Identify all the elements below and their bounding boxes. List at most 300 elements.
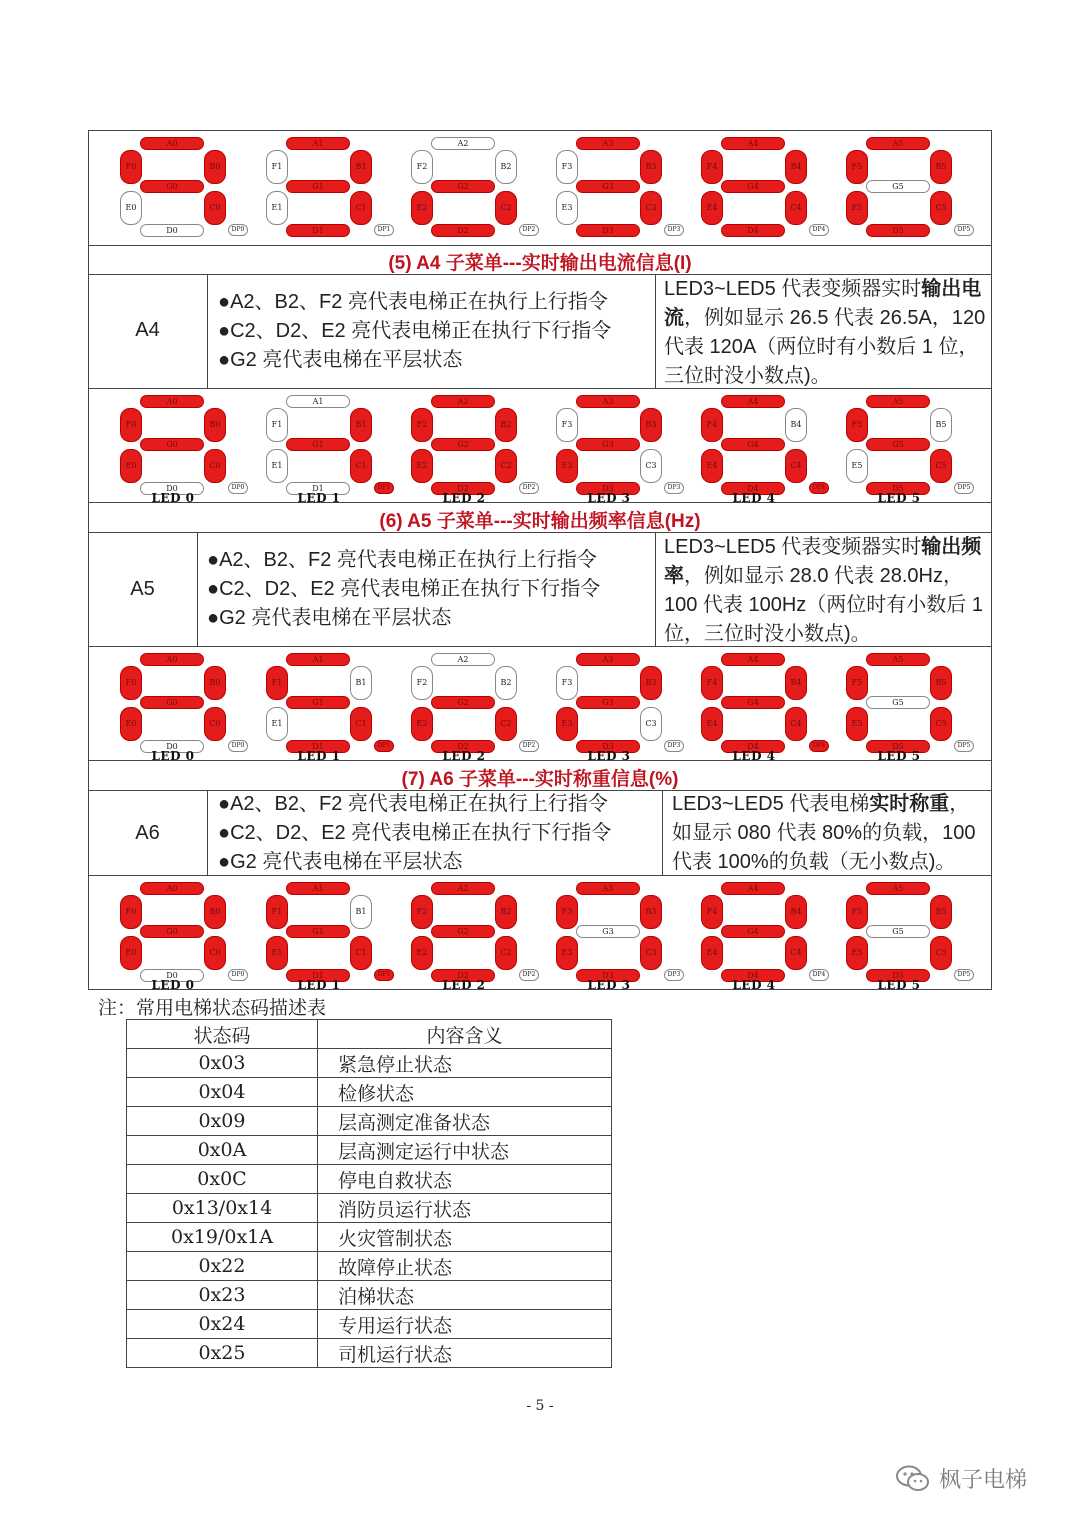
segment-c: C2	[495, 449, 517, 483]
status-meaning-cell: 消防员运行状态	[318, 1194, 612, 1223]
segment-g: G2	[431, 438, 495, 451]
led-display-panel	[90, 133, 990, 245]
segment-b: B2	[495, 150, 517, 184]
bullet-item: ●A2、B2、F2 亮代表电梯正在执行上行指令	[218, 793, 608, 815]
table-row	[127, 1281, 612, 1310]
segment-dp: DP5	[954, 740, 974, 752]
segment-g: G4	[721, 696, 785, 709]
segment-a: A3	[576, 395, 640, 408]
segment-a: A1	[286, 395, 350, 408]
segment-c: C0	[204, 449, 226, 483]
segment-g: G1	[286, 925, 350, 938]
seven-segment-digit	[554, 133, 681, 245]
status-meaning-cell: 层高测定准备状态	[318, 1107, 612, 1136]
page-number: - 5 -	[526, 1398, 554, 1414]
segment-f: F1	[266, 150, 288, 184]
seven-segment-digit	[118, 391, 245, 505]
segment-e: E1	[266, 707, 288, 741]
segment-c: C1	[350, 707, 372, 741]
status-code-cell: 0x03	[127, 1049, 318, 1078]
led-display-panel	[90, 391, 990, 503]
segment-e: E1	[266, 191, 288, 225]
bullet-item: ●A2、B2、F2 亮代表电梯正在执行上行指令	[207, 549, 597, 571]
segment-dp: DP5	[954, 224, 974, 236]
segment-c: C0	[204, 707, 226, 741]
status-code-table	[126, 1019, 612, 1368]
segment-c: C1	[350, 191, 372, 225]
seven-segment-digit	[409, 133, 536, 245]
segment-d: D4	[721, 740, 785, 753]
segment-e: E5	[846, 449, 868, 483]
description-a6: LED3~LED5 代表电梯实时称重，如显示 080 代表 80%的负载，100 代表 100%的负载（无小数点)。	[672, 793, 976, 873]
segment-dp: DP2	[519, 482, 539, 494]
led-label: LED 5	[877, 749, 921, 763]
status-code-cell: 0x09	[127, 1107, 318, 1136]
led-label: LED 2	[442, 491, 486, 505]
segment-f: F0	[120, 150, 142, 184]
table-row	[127, 1136, 612, 1165]
segment-a: A2	[431, 137, 495, 150]
segment-g: G5	[866, 925, 930, 938]
seven-segment-digit	[844, 649, 971, 763]
seven-segment-digit	[844, 391, 971, 505]
segment-d: D0	[140, 740, 204, 753]
segment-f: F2	[411, 150, 433, 184]
status-code-cell: 0x25	[127, 1339, 318, 1368]
segment-b: B2	[495, 408, 517, 442]
segment-b: B0	[204, 666, 226, 700]
segment-e: E4	[701, 707, 723, 741]
segment-f: F2	[411, 895, 433, 929]
segment-e: E5	[846, 191, 868, 225]
description-a5: LED3~LED5 代表变频器实时输出频率，例如显示 28.0 代表 28.0Hz，100 代表 100Hz（两位时有小数后 1 位，三位时没小数点)。	[664, 536, 983, 645]
seven-segment-digit	[554, 391, 681, 505]
status-meaning-cell: 层高测定运行中状态	[318, 1136, 612, 1165]
segment-d: D5	[866, 740, 930, 753]
bullet-item: ●C2、D2、E2 亮代表电梯正在执行下行指令	[218, 320, 612, 342]
segment-dp: DP1	[374, 224, 394, 236]
status-meaning-cell: 停电自救状态	[318, 1165, 612, 1194]
segment-b: B4	[785, 666, 807, 700]
segment-dp: DP2	[519, 224, 539, 236]
segment-c: C1	[350, 936, 372, 970]
segment-d: D1	[286, 224, 350, 237]
menu-code-a4: A4	[135, 319, 160, 341]
segment-a: A0	[140, 882, 204, 895]
segment-e: E2	[411, 936, 433, 970]
segment-c: C4	[785, 707, 807, 741]
segment-a: A2	[431, 882, 495, 895]
bullet-list-a4	[218, 288, 611, 375]
seven-segment-digit	[844, 878, 971, 992]
segment-d: D0	[140, 969, 204, 982]
segment-g: G0	[140, 438, 204, 451]
segment-d: D3	[576, 740, 640, 753]
segment-e: E2	[411, 449, 433, 483]
segment-c: C3	[640, 449, 662, 483]
segment-g: G2	[431, 925, 495, 938]
segment-a: A4	[721, 653, 785, 666]
seven-segment-digit	[409, 878, 536, 992]
seven-segment-digit	[699, 391, 826, 505]
seven-segment-digit	[264, 649, 391, 763]
segment-b: B5	[930, 666, 952, 700]
row-divider	[88, 245, 992, 246]
segment-dp: DP3	[664, 224, 684, 236]
segment-b: B3	[640, 895, 662, 929]
seven-segment-digit	[409, 391, 536, 505]
segment-d: D2	[431, 482, 495, 495]
status-code-cell: 0x23	[127, 1281, 318, 1310]
bullet-item: ●G2 亮代表电梯在平层状态	[218, 851, 463, 873]
segment-c: C0	[204, 936, 226, 970]
segment-e: E1	[266, 936, 288, 970]
segment-a: A5	[866, 882, 930, 895]
segment-g: G3	[576, 925, 640, 938]
status-meaning-cell: 泊梯状态	[318, 1281, 612, 1310]
segment-d: D2	[431, 969, 495, 982]
segment-f: F3	[556, 666, 578, 700]
segment-g: G5	[866, 438, 930, 451]
segment-e: E5	[846, 707, 868, 741]
segment-e: E0	[120, 936, 142, 970]
segment-g: G4	[721, 180, 785, 193]
segment-a: A5	[866, 137, 930, 150]
wechat-icon	[895, 1464, 931, 1494]
segment-a: A0	[140, 653, 204, 666]
status-meaning-cell: 检修状态	[318, 1078, 612, 1107]
led-label: LED 0	[151, 749, 195, 763]
segment-a: A3	[576, 882, 640, 895]
led-display-panel	[90, 649, 990, 761]
segment-d: D2	[431, 740, 495, 753]
segment-f: F4	[701, 150, 723, 184]
seven-segment-digit	[699, 649, 826, 763]
segment-g: G1	[286, 696, 350, 709]
table-row	[127, 1107, 612, 1136]
led-label: LED 3	[587, 978, 631, 992]
led-label: LED 5	[877, 978, 921, 992]
segment-c: C4	[785, 191, 807, 225]
segment-f: F1	[266, 895, 288, 929]
segment-dp: DP5	[954, 482, 974, 494]
segment-dp: DP0	[228, 969, 248, 981]
led-label: LED 4	[732, 491, 776, 505]
segment-d: D4	[721, 482, 785, 495]
led-display-panel	[90, 878, 990, 990]
segment-d: D4	[721, 969, 785, 982]
segment-f: F3	[556, 150, 578, 184]
segment-d: D3	[576, 482, 640, 495]
led-label: LED 2	[442, 749, 486, 763]
table-note: 注：常用电梯状态码描述表	[98, 997, 327, 1019]
segment-c: C1	[350, 449, 372, 483]
led-label: LED 4	[732, 978, 776, 992]
status-code-cell: 0x24	[127, 1310, 318, 1339]
led-label: LED 3	[587, 491, 631, 505]
bullet-item: ●A2、B2、F2 亮代表电梯正在执行上行指令	[218, 291, 608, 313]
section-title-a5: (6) A5 子菜单---实时输出频率信息(Hz)	[379, 511, 701, 532]
bullet-item: ●G2 亮代表电梯在平层状态	[218, 349, 463, 371]
segment-a: A1	[286, 137, 350, 150]
segment-e: E3	[556, 707, 578, 741]
seven-segment-digit	[264, 133, 391, 245]
segment-d: D2	[431, 224, 495, 237]
col-divider	[207, 790, 208, 875]
segment-f: F5	[846, 408, 868, 442]
segment-c: C4	[785, 936, 807, 970]
segment-e: E0	[120, 707, 142, 741]
status-meaning-cell: 司机运行状态	[318, 1339, 612, 1368]
segment-a: A3	[576, 653, 640, 666]
segment-c: C5	[930, 449, 952, 483]
segment-f: F4	[701, 408, 723, 442]
led-label: LED 1	[297, 978, 341, 992]
segment-dp: DP4	[809, 224, 829, 236]
segment-b: B1	[350, 408, 372, 442]
segment-c: C3	[640, 191, 662, 225]
column-header: 内容含义	[318, 1020, 612, 1049]
segment-g: G5	[866, 696, 930, 709]
led-label: LED 1	[297, 749, 341, 763]
status-meaning-cell: 紧急停止状态	[318, 1049, 612, 1078]
segment-c: C2	[495, 936, 517, 970]
segment-b: B4	[785, 408, 807, 442]
segment-dp: DP3	[664, 740, 684, 752]
segment-dp: DP4	[809, 740, 829, 752]
seven-segment-digit	[118, 649, 245, 763]
table-row	[127, 1078, 612, 1107]
section-title-a4: (5) A4 子菜单---实时输出电流信息(I)	[388, 253, 692, 274]
segment-f: F0	[120, 666, 142, 700]
led-label: LED 0	[151, 978, 195, 992]
segment-b: B5	[930, 408, 952, 442]
segment-e: E3	[556, 449, 578, 483]
segment-g: G3	[576, 696, 640, 709]
segment-dp: DP5	[954, 969, 974, 981]
led-label: LED 0	[151, 491, 195, 505]
segment-e: E2	[411, 707, 433, 741]
segment-e: E2	[411, 191, 433, 225]
segment-d: D3	[576, 969, 640, 982]
seven-segment-digit	[844, 133, 971, 245]
segment-b: B4	[785, 895, 807, 929]
segment-b: B3	[640, 408, 662, 442]
segment-dp: DP1	[374, 482, 394, 494]
segment-d: D5	[866, 224, 930, 237]
segment-a: A0	[140, 395, 204, 408]
segment-b: B3	[640, 666, 662, 700]
table-row	[127, 1310, 612, 1339]
segment-g: G5	[866, 180, 930, 193]
segment-dp: DP1	[374, 969, 394, 981]
segment-f: F5	[846, 895, 868, 929]
segment-f: F2	[411, 408, 433, 442]
col-divider	[207, 274, 208, 388]
col-divider	[655, 532, 656, 646]
segment-a: A3	[576, 137, 640, 150]
segment-e: E3	[556, 936, 578, 970]
col-divider	[662, 790, 663, 875]
segment-e: E0	[120, 191, 142, 225]
segment-c: C5	[930, 191, 952, 225]
segment-a: A1	[286, 882, 350, 895]
segment-g: G3	[576, 180, 640, 193]
status-code-cell: 0x19/0x1A	[127, 1223, 318, 1252]
segment-f: F1	[266, 666, 288, 700]
segment-a: A2	[431, 395, 495, 408]
segment-b: B2	[495, 666, 517, 700]
segment-g: G0	[140, 180, 204, 193]
menu-code-a5: A5	[130, 578, 155, 600]
table-row	[127, 1252, 612, 1281]
seven-segment-digit	[699, 133, 826, 245]
watermark-text: 枫子电梯	[939, 1468, 1028, 1493]
segment-f: F0	[120, 895, 142, 929]
segment-c: C2	[495, 707, 517, 741]
seven-segment-digit	[554, 878, 681, 992]
segment-a: A2	[431, 653, 495, 666]
col-divider	[655, 274, 656, 388]
watermark	[895, 1463, 1027, 1494]
segment-g: G4	[721, 438, 785, 451]
segment-a: A4	[721, 395, 785, 408]
seven-segment-digit	[264, 878, 391, 992]
status-meaning-cell: 火灾管制状态	[318, 1223, 612, 1252]
segment-a: A4	[721, 882, 785, 895]
status-code-cell: 0x0A	[127, 1136, 318, 1165]
segment-g: G1	[286, 180, 350, 193]
segment-g: G0	[140, 696, 204, 709]
seven-segment-digit	[409, 649, 536, 763]
segment-c: C3	[640, 936, 662, 970]
segment-dp: DP0	[228, 740, 248, 752]
segment-d: D5	[866, 969, 930, 982]
bullet-item: ●C2、D2、E2 亮代表电梯正在执行下行指令	[218, 822, 612, 844]
led-label: LED 5	[877, 491, 921, 505]
segment-g: G4	[721, 925, 785, 938]
segment-f: F3	[556, 408, 578, 442]
segment-c: C3	[640, 707, 662, 741]
segment-b: B3	[640, 150, 662, 184]
segment-a: A1	[286, 653, 350, 666]
segment-b: B0	[204, 408, 226, 442]
description-a4: LED3~LED5 代表变频器实时输出电流，例如显示 26.5 代表 26.5A，120 代表 120A（两位时有小数后 1 位，三位时没小数点)。	[664, 278, 986, 387]
segment-dp: DP0	[228, 482, 248, 494]
segment-g: G2	[431, 696, 495, 709]
bullet-list-a5	[207, 546, 600, 633]
bullet-list-a6	[218, 790, 611, 877]
segment-a: A5	[866, 653, 930, 666]
status-code-cell: 0x0C	[127, 1165, 318, 1194]
seven-segment-digit	[264, 391, 391, 505]
segment-dp: DP3	[664, 969, 684, 981]
segment-d: D1	[286, 740, 350, 753]
segment-b: B0	[204, 150, 226, 184]
col-divider	[197, 532, 198, 646]
table-row	[127, 1339, 612, 1368]
table-row	[127, 1165, 612, 1194]
status-meaning-cell: 故障停止状态	[318, 1252, 612, 1281]
table-row	[127, 1194, 612, 1223]
segment-dp: DP2	[519, 740, 539, 752]
segment-b: B1	[350, 666, 372, 700]
table-row	[127, 1223, 612, 1252]
status-code-cell: 0x22	[127, 1252, 318, 1281]
segment-c: C0	[204, 191, 226, 225]
segment-d: D1	[286, 969, 350, 982]
segment-e: E4	[701, 449, 723, 483]
segment-dp: DP1	[374, 740, 394, 752]
seven-segment-digit	[554, 649, 681, 763]
segment-g: G0	[140, 925, 204, 938]
segment-e: E4	[701, 191, 723, 225]
section-title-a6: (7) A6 子菜单---实时称重信息(%)	[401, 769, 679, 790]
led-label: LED 3	[587, 749, 631, 763]
segment-g: G2	[431, 180, 495, 193]
segment-d: D3	[576, 224, 640, 237]
segment-f: F5	[846, 666, 868, 700]
segment-b: B0	[204, 895, 226, 929]
segment-dp: DP2	[519, 969, 539, 981]
segment-dp: DP0	[228, 224, 248, 236]
segment-f: F4	[701, 895, 723, 929]
led-label: LED 4	[732, 749, 776, 763]
segment-a: A5	[866, 395, 930, 408]
status-code-cell: 0x13/0x14	[127, 1194, 318, 1223]
bullet-item: ●G2 亮代表电梯在平层状态	[207, 607, 452, 629]
segment-dp: DP3	[664, 482, 684, 494]
seven-segment-digit	[699, 878, 826, 992]
segment-d: D5	[866, 482, 930, 495]
status-code-cell: 0x04	[127, 1078, 318, 1107]
bullet-item: ●C2、D2、E2 亮代表电梯正在执行下行指令	[207, 578, 601, 600]
led-label: LED 1	[297, 491, 341, 505]
segment-d: D0	[140, 224, 204, 237]
segment-f: F5	[846, 150, 868, 184]
segment-d: D4	[721, 224, 785, 237]
segment-g: G1	[286, 438, 350, 451]
segment-c: C5	[930, 936, 952, 970]
segment-b: B1	[350, 895, 372, 929]
segment-b: B5	[930, 895, 952, 929]
segment-e: E1	[266, 449, 288, 483]
segment-c: C2	[495, 191, 517, 225]
seven-segment-digit	[118, 878, 245, 992]
segment-dp: DP4	[809, 482, 829, 494]
segment-g: G3	[576, 438, 640, 451]
status-meaning-cell: 专用运行状态	[318, 1310, 612, 1339]
segment-f: F0	[120, 408, 142, 442]
segment-f: F2	[411, 666, 433, 700]
table-row	[127, 1049, 612, 1078]
menu-code-a6: A6	[135, 822, 160, 844]
segment-f: F4	[701, 666, 723, 700]
segment-b: B1	[350, 150, 372, 184]
segment-f: F1	[266, 408, 288, 442]
segment-f: F3	[556, 895, 578, 929]
segment-d: D0	[140, 482, 204, 495]
segment-e: E4	[701, 936, 723, 970]
segment-c: C5	[930, 707, 952, 741]
seven-segment-digit	[118, 133, 245, 245]
segment-e: E5	[846, 936, 868, 970]
segment-b: B5	[930, 150, 952, 184]
segment-d: D1	[286, 482, 350, 495]
segment-c: C4	[785, 449, 807, 483]
table-header-row	[127, 1020, 612, 1049]
segment-e: E3	[556, 191, 578, 225]
